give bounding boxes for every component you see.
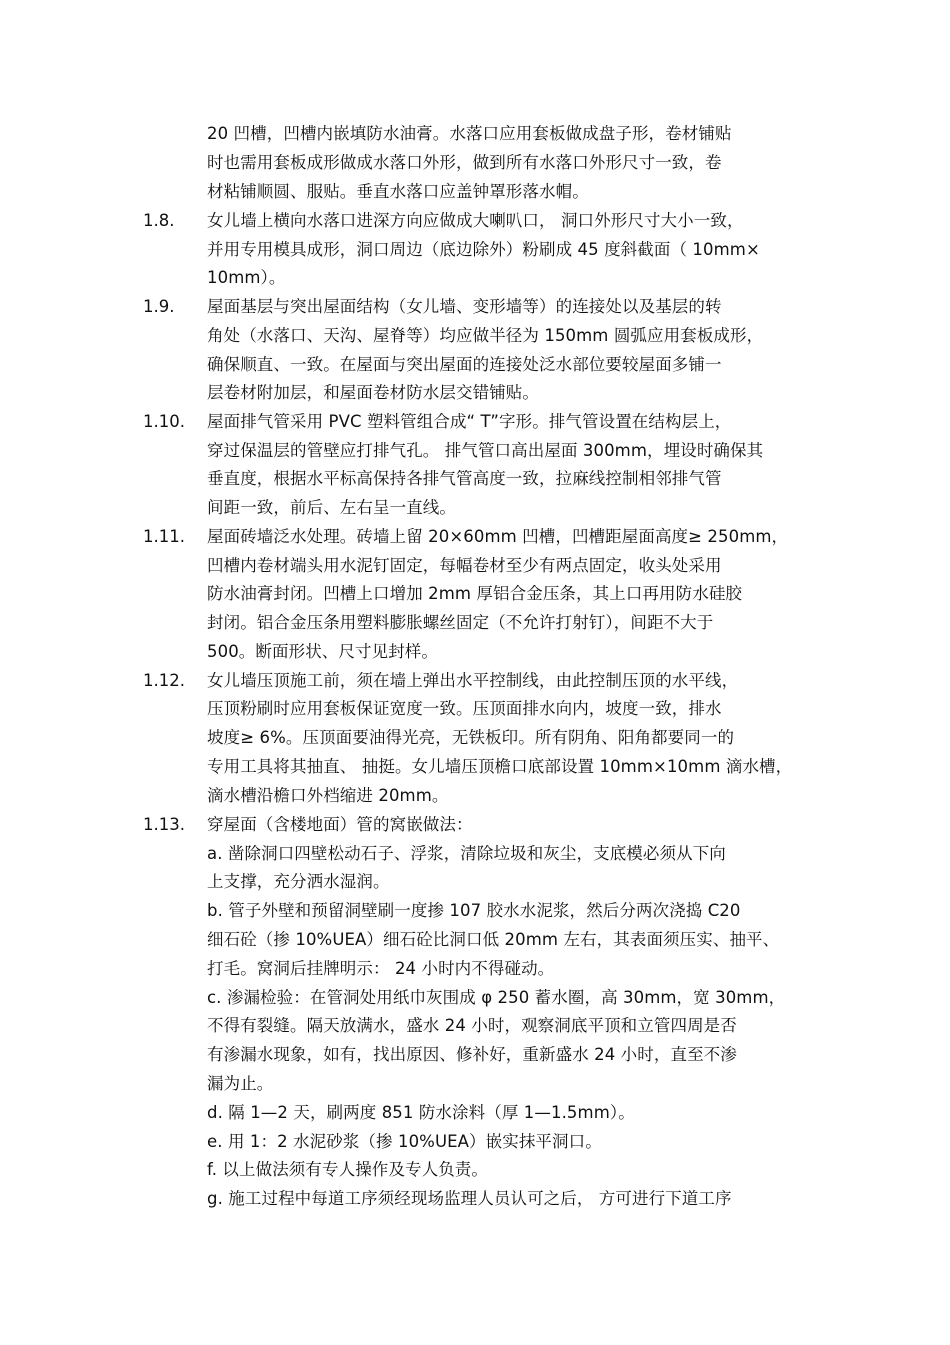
text-line: 20 凹槽，凹槽内嵌填防水油膏。水落口应用套板做成盘子形，卷材铺贴 xyxy=(207,124,732,143)
text-line: 封闭。铝合金压条用塑料膨胀螺丝固定（不允许打射钉），间距不大于 xyxy=(207,613,714,632)
text-line: a. 凿除洞口四壁松动石子、浮浆，清除垃圾和灰尘，支底模必须从下向 xyxy=(207,844,726,863)
text-line: 时也需用套板成形做成水落口外形，做到所有水落口外形尺寸一致，卷 xyxy=(207,153,722,172)
item-number: 1.9. xyxy=(143,297,175,316)
text-line: 滴水槽沿檐口外档缩进 20mm。 xyxy=(207,786,449,805)
text-line: 女儿墙压顶施工前，须在墙上弹出水平控制线，由此控制压顶的水平线， xyxy=(207,671,739,690)
text-line: 打毛。窝洞后挂牌明示： 24 小时内不得碰动。 xyxy=(207,959,555,978)
text-line: 屋面砖墙泛水处理。砖墙上留 20×60mm 凹槽，凹槽距屋面高度≥ 250mm， xyxy=(207,527,789,546)
text-line: 垂直度，根据水平标高保持各排气管高度一致，拉麻线控制相邻排气管 xyxy=(207,469,722,488)
text-line: 坡度≥ 6%。压顶面要油得光亮，无铁板印。所有阴角、阳角都要同一的 xyxy=(207,728,735,747)
text-line: g. 施工过程中每道工序须经现场监理人员认可之后， 方可进行下道工序 xyxy=(207,1189,732,1208)
text-line: f. 以上做法须有专人操作及专人负责。 xyxy=(207,1160,488,1179)
item-number: 1.11. xyxy=(143,527,185,546)
item-number: 1.8. xyxy=(143,211,175,230)
text-line: 细石砼（掺 10%UEA）细石砼比洞口低 20mm 左右，其表面须压实、抽平、 xyxy=(207,930,780,949)
text-line: 有渗漏水现象，如有，找出原因、修补好，重新盛水 24 小时，直至不渗 xyxy=(207,1045,737,1064)
text-line: 女儿墙上横向水落口进深方向应做成大喇叭口， 洞口外形尺寸大小一致， xyxy=(207,211,744,230)
text-line: 漏为止。 xyxy=(207,1074,274,1093)
item-number: 1.10. xyxy=(143,412,185,431)
text-line: 穿过保温层的管壁应打排气孔。 排气管口高出屋面 300mm，埋设时确保其 xyxy=(207,441,764,460)
text-line: 屋面排气管采用 PVC 塑料管组合成“ T”字形。排气管设置在结构层上， xyxy=(207,412,732,431)
text-line: d. 隔 1—2 天，刷两度 851 防水涂料（厚 1—1.5mm）。 xyxy=(207,1103,635,1122)
text-line: 凹槽内卷材端头用水泥钉固定，每幅卷材至少有两点固定，收头处采用 xyxy=(207,556,722,575)
text-line: 压顶粉刷时应用套板保证宽度一致。压顶面排水向内，坡度一致，排水 xyxy=(207,699,722,718)
text-line: c. 渗漏检验：在管洞处用纸巾灰围成 φ 250 蓄水圈，高 30mm，宽 30mm， xyxy=(207,988,786,1007)
text-line: 屋面基层与突出屋面结构（女儿墙、变形墙等）的连接处以及基层的转 xyxy=(207,297,722,316)
text-line: 不得有裂缝。隔天放满水，盛水 24 小时，观察洞底平顶和立管四周是否 xyxy=(207,1016,737,1035)
text-line: 确保顺直、一致。在屋面与突出屋面的连接处泛水部位要较屋面多铺一 xyxy=(207,355,722,374)
text-line: 防水油膏封闭。凹槽上口增加 2mm 厚铝合金压条，其上口再用防水硅胶 xyxy=(207,584,743,603)
item-number: 1.13. xyxy=(143,815,185,834)
text-line: 间距一致，前后、左右呈一直线。 xyxy=(207,498,456,517)
text-line: b. 管子外壁和预留洞壁刷一度掺 107 胶水水泥浆，然后分两次浇捣 C20 xyxy=(207,901,741,920)
text-line: 层卷材附加层，和屋面卷材防水层交错铺贴。 xyxy=(207,383,539,402)
text-line: 材粘铺顺圆、服贴。垂直水落口应盖钟罩形落水帽。 xyxy=(207,182,589,201)
text-line: 专用工具将其抽直、 抽挺。女儿墙压顶檐口底部设置 10mm×10mm 滴水槽， xyxy=(207,757,793,776)
text-line: 上支撑，充分洒水湿润。 xyxy=(207,872,390,891)
text-line: 穿屋面（含楼地面）管的窝嵌做法： xyxy=(207,815,473,834)
item-number: 1.12. xyxy=(143,671,185,690)
text-line: e. 用 1：2 水泥砂浆（掺 10%UEA）嵌实抹平洞口。 xyxy=(207,1132,602,1151)
text-line: 并用专用模具成形，洞口周边（底边除外）粉刷成 45 度斜截面（ 10mm× xyxy=(207,240,760,259)
text-line: 角处（水落口、天沟、屋脊等）均应做半径为 150mm 圆弧应用套板成形， xyxy=(207,326,764,345)
text-line: 500。断面形状、尺寸见封样。 xyxy=(207,642,438,661)
text-line: 10mm）。 xyxy=(207,268,286,287)
